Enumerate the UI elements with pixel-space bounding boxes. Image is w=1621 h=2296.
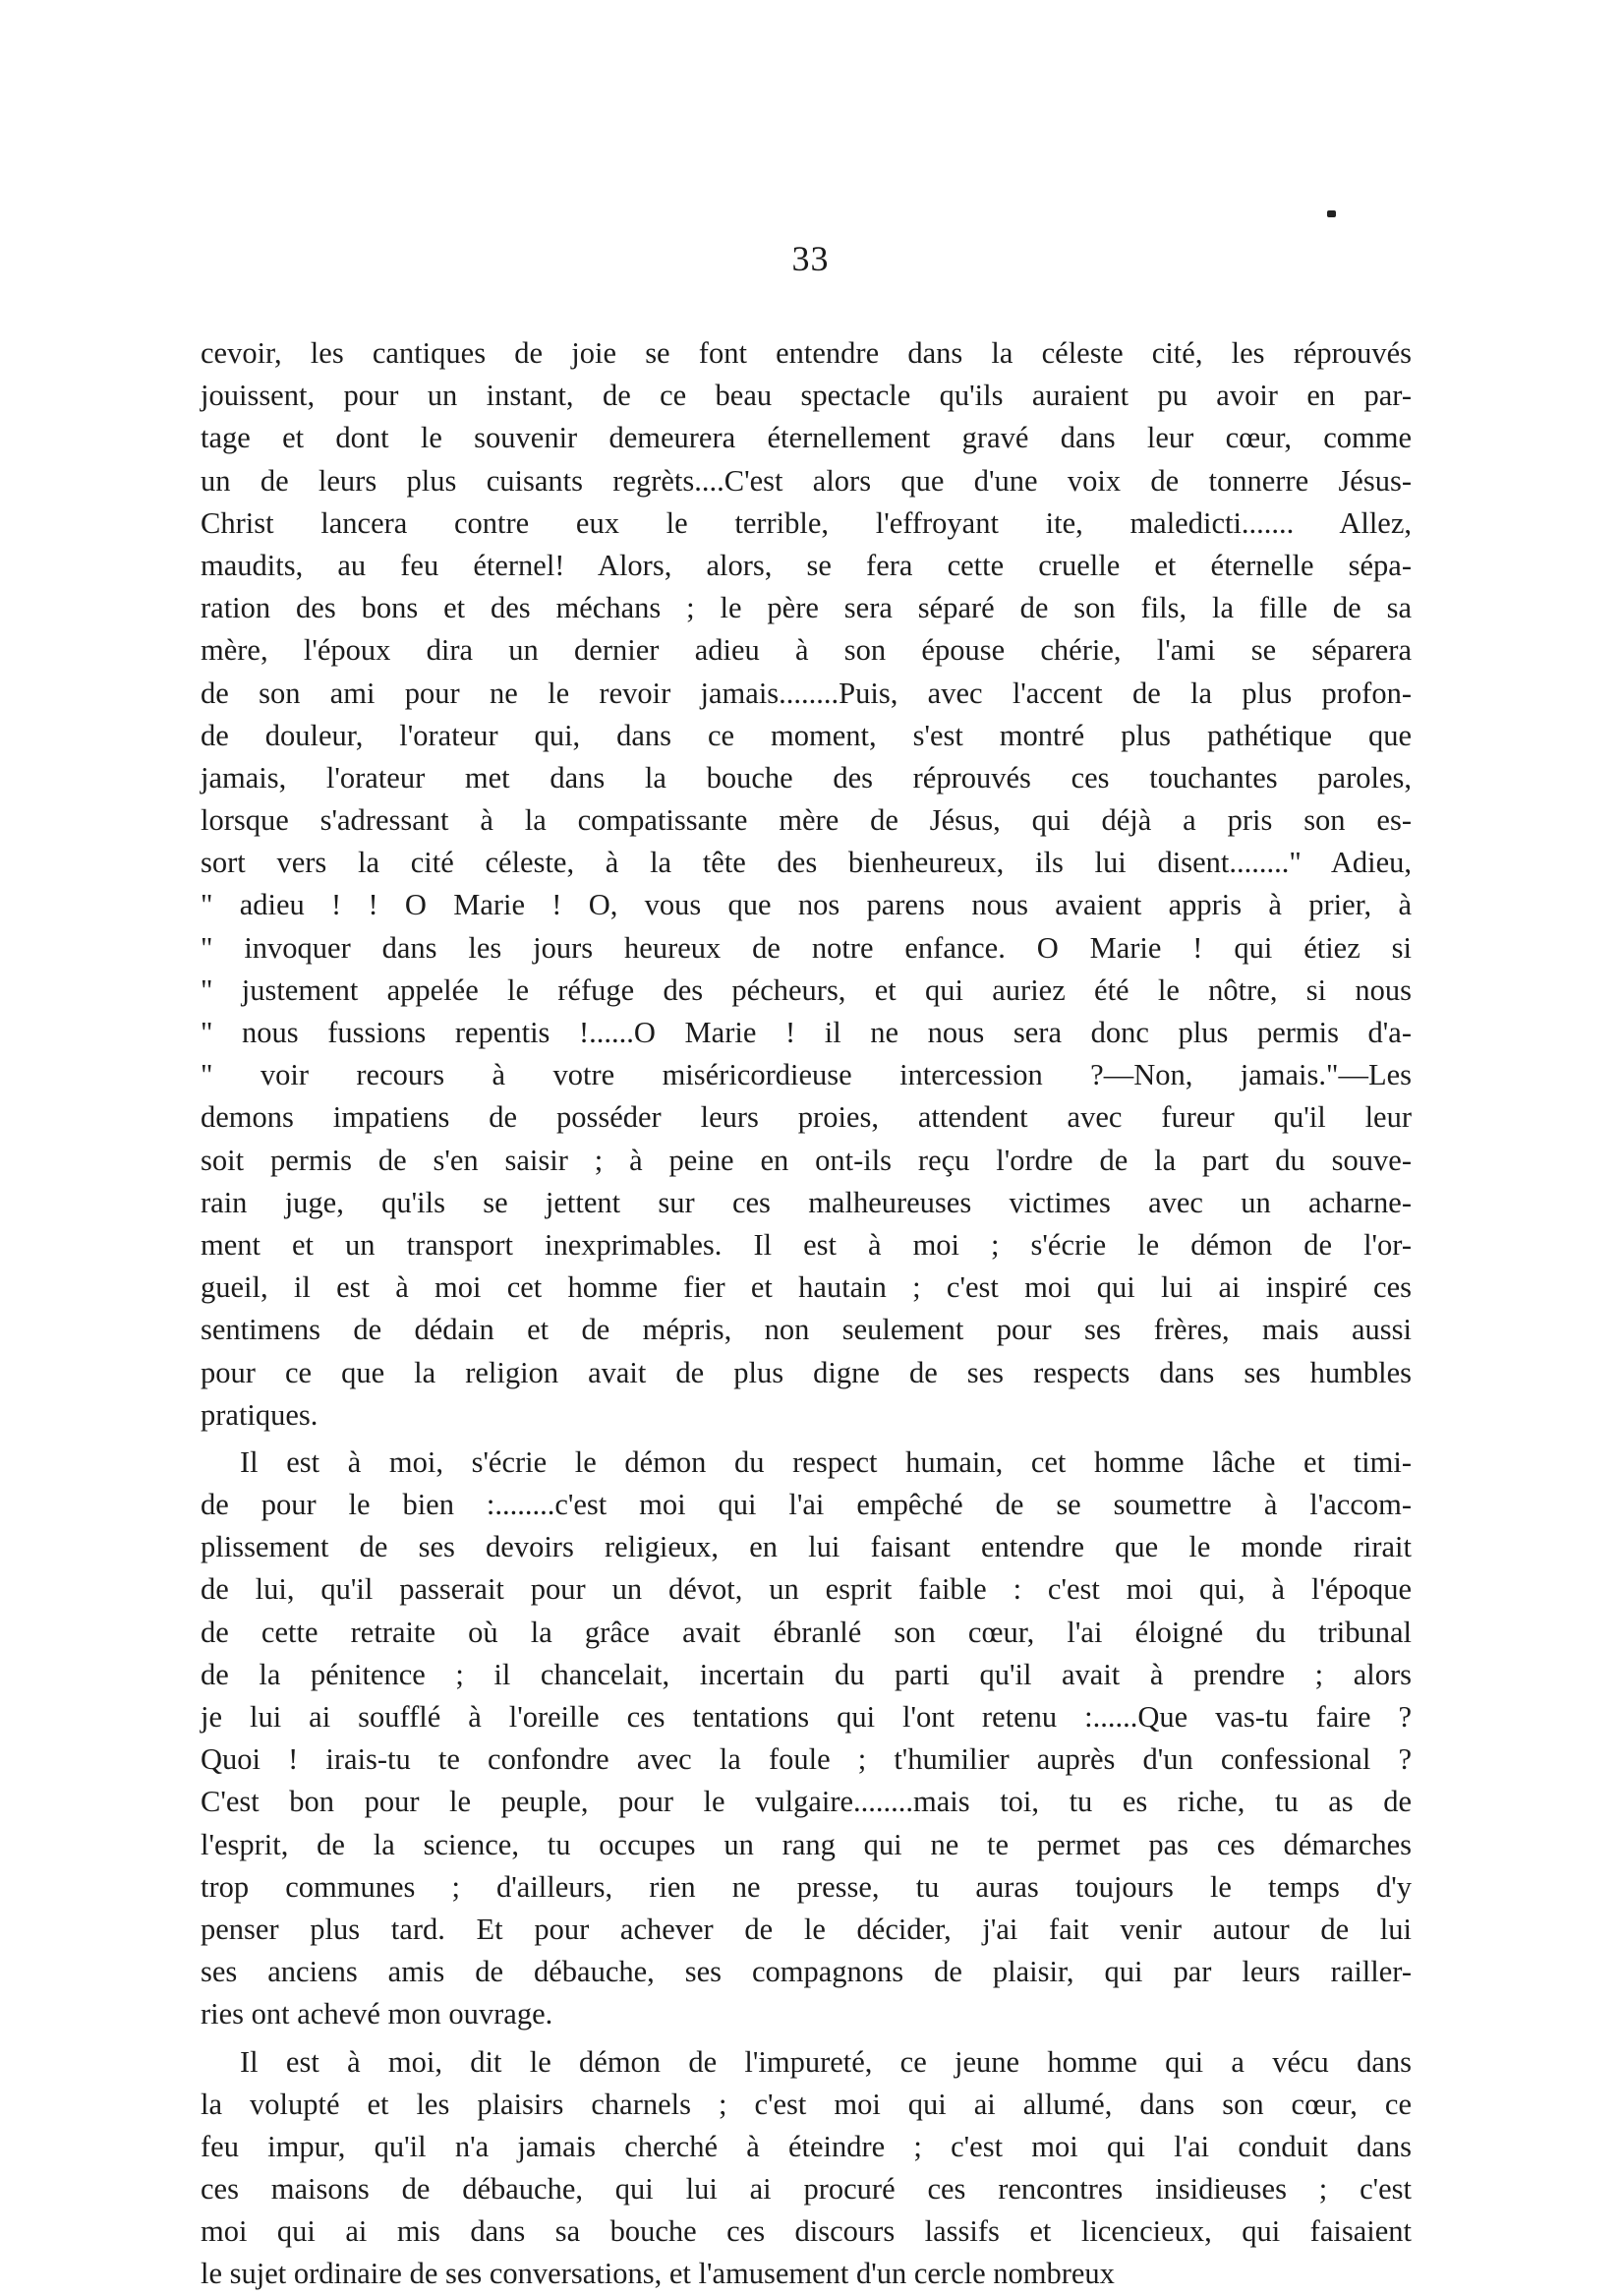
text-line: la volupté et les plaisirs charnels ; c'est moi qui ai allumé, dans son cœur, ce bbox=[201, 2087, 1412, 2121]
text-line: jouissent, pour un instant, de ce beau spectacle qu'ils auraient pu avoir en par- bbox=[201, 379, 1412, 413]
text-line: ses anciens amis de débauche, ses compagnons de plaisir, qui par leurs railler- bbox=[201, 1955, 1412, 1989]
text-line: lorsque s'adressant à la compatissante mère de Jésus, qui déjà a pris son es- bbox=[201, 803, 1412, 838]
text-line: Il est à moi, dit le démon de l'impureté, ce jeune homme qui a vécu dans bbox=[240, 2044, 1412, 2079]
text-line: de la pénitence ; il chancelait, incertain du parti qu'il avait à prendre ; alors bbox=[201, 1657, 1412, 1691]
text-line: le sujet ordinaire de ses conversations, et l'amusement d'un cercle nombreux bbox=[201, 2257, 1115, 2291]
text-line: rain juge, qu'ils se jettent sur ces malheureuses victimes avec un acharne- bbox=[201, 1185, 1412, 1219]
text-line: cevoir, les cantiques de joie se font entendre dans la céleste cité, les réprouvés bbox=[201, 336, 1412, 370]
text-line: pour ce que la religion avait de plus digne de ses respects dans ses humbles bbox=[201, 1355, 1412, 1389]
text-line: C'est bon pour le peuple, pour le vulgaire........mais toi, tu es riche, tu as de bbox=[201, 1785, 1412, 1819]
text-line: " voir recours à votre miséricordieuse intercession ?—Non, jamais."—Les bbox=[201, 1058, 1412, 1092]
text-line: de lui, qu'il passerait pour un dévot, un esprit faible : c'est moi qui, à l'époque bbox=[201, 1572, 1412, 1607]
text-line: feu impur, qu'il n'a jamais cherché à éteindre ; c'est moi qui l'ai conduit dans bbox=[201, 2129, 1412, 2163]
text-line: " justement appelée le réfuge des pécheurs, et qui auriez été le nôtre, si nous bbox=[201, 972, 1412, 1007]
text-line: maudits, au feu éternel! Alors, alors, se fera cette cruelle et éternelle sépa- bbox=[201, 548, 1412, 582]
text-line: l'esprit, de la science, tu occupes un rang qui ne te permet pas ces démarches bbox=[201, 1827, 1412, 1861]
text-line: " nous fussions repentis !......O Marie ! il ne nous sera donc plus permis d'a- bbox=[201, 1016, 1412, 1049]
text-line: jamais, l'orateur met dans la bouche des réprouvés ces touchantes paroles, bbox=[201, 760, 1412, 795]
text-line: de douleur, l'orateur qui, dans ce moment, s'est montré plus pathétique que bbox=[201, 718, 1412, 752]
text-line: pratiques. bbox=[201, 1397, 318, 1432]
text-line: ment et un transport inexprimables. Il est à moi ; s'écrie le démon de l'or- bbox=[201, 1227, 1412, 1262]
text-line: sentimens de dédain et de mépris, non seulement pour ses frères, mais aussi bbox=[201, 1313, 1412, 1347]
text-line: ries ont achevé mon ouvrage. bbox=[201, 1997, 553, 2031]
page-number: 33 bbox=[791, 239, 830, 278]
paragraph bbox=[201, 332, 1412, 1437]
text-line: sort vers la cité céleste, à la tête des bienheureux, ils lui disent........" Adieu, bbox=[201, 846, 1412, 880]
paragraph bbox=[201, 1442, 1412, 2036]
text-line: je lui ai soufflé à l'oreille ces tentations qui l'ont retenu :......Que vas-tu faire ? bbox=[201, 1700, 1412, 1734]
text-line: " invoquer dans les jours heureux de notre enfance. O Marie ! qui étiez si bbox=[201, 930, 1412, 965]
text-line: de son ami pour ne le revoir jamais........Puis, avec l'accent de la plus profon- bbox=[201, 676, 1412, 710]
text-line: de cette retraite où la grâce avait ébranlé son cœur, l'ai éloigné du tribunal bbox=[201, 1615, 1412, 1649]
text-line: moi qui ai mis dans sa bouche ces discours lassifs et licencieux, qui faisaient bbox=[201, 2214, 1412, 2249]
text-line: tage et dont le souvenir demeurera éternellement gravé dans leur cœur, comme bbox=[201, 421, 1412, 455]
text-line: plissement de ses devoirs religieux, en lui faisant entendre que le monde rirait bbox=[201, 1530, 1412, 1564]
text-line: de pour le bien :........c'est moi qui l'ai empêché de se soumettre à l'accom- bbox=[201, 1488, 1412, 1522]
text-line: trop communes ; d'ailleurs, rien ne presse, tu auras toujours le temps d'y bbox=[201, 1869, 1412, 1904]
paragraph bbox=[201, 2041, 1412, 2296]
ink-speck bbox=[1327, 210, 1336, 217]
text-line: ces maisons de débauche, qui lui ai procuré ces rencontres insidieuses ; c'est bbox=[201, 2172, 1412, 2207]
body-text bbox=[201, 332, 1412, 2296]
text-line: ration des bons et des méchans ; le père sera séparé de son fils, la fille de sa bbox=[201, 591, 1412, 625]
text-line: Christ lancera contre eux le terrible, l'effroyant ite, maledicti....... Allez, bbox=[201, 505, 1412, 540]
text-line: " adieu ! ! O Marie ! O, vous que nos parens nous avaient appris à prier, à bbox=[201, 888, 1412, 922]
text-line: gueil, il est à moi cet homme fier et hautain ; c'est moi qui lui ai inspiré ces bbox=[201, 1270, 1412, 1305]
text-line: mère, l'époux dira un dernier adieu à son épouse chérie, l'ami se séparera bbox=[201, 633, 1412, 668]
text-line: penser plus tard. Et pour achever de le décider, j'ai fait venir autour de lui bbox=[201, 1912, 1412, 1946]
text-line: demons impatiens de posséder leurs proies, attendent avec fureur qu'il leur bbox=[201, 1100, 1412, 1135]
text-line: Il est à moi, s'écrie le démon du respect humain, cet homme lâche et timi- bbox=[240, 1444, 1412, 1479]
text-line: un de leurs plus cuisants regrèts....C'est alors que d'une voix de tonnerre Jésus- bbox=[201, 463, 1412, 498]
text-line: Quoi ! irais-tu te confondre avec la foule ; t'humilier auprès d'un confessional ? bbox=[201, 1742, 1412, 1777]
text-line: soit permis de s'en saisir ; à peine en ont-ils reçu l'ordre de la part du souve- bbox=[201, 1143, 1412, 1177]
